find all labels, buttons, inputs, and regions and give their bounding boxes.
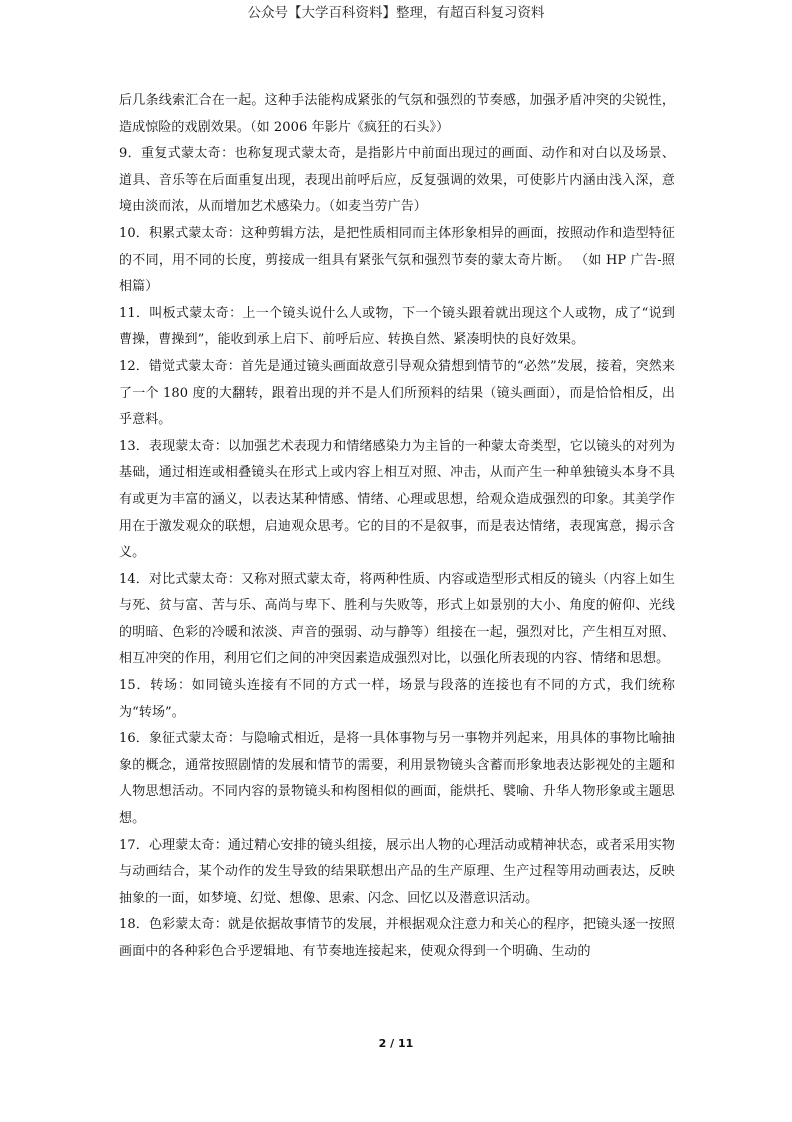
page-header: 公众号【大学百科资料】整理，有超百科复习资料	[247, 5, 545, 21]
paragraph-contrast-montage: 14．对比式蒙太奇：又称对照式蒙太奇，将两种性质、内容或造型形式相反的镜头（内容上如生与死、贫与富、苦与乐、高尚与卑下、胜利与失败等，形式上如景别的大小、角度的俯仰、光线的明暗、色彩的冷暖和浓淡、声音的强弱、动与静等）组接在一起，强烈对比，产生相互对照、相互冲突的作用，利用它们之间的冲突因素造成强烈对比，以强化所表现的内容、情绪和思想。	[119, 571, 675, 667]
paragraph-psychological-montage: 17．心理蒙太奇：通过精心安排的镜头组接，展示出人物的心理活动或精神状态，或者采用实物与动画结合，某个动作的发生导致的结果联想出产品的生产原理、生产过程等用动画表达，反映抽象的一面，如梦境、幻觉、想像、思索、闪念、回忆以及潜意识活动。	[119, 837, 675, 906]
paragraph-continued-parallel-montage: 后几条线索汇合在一起。这种手法能构成紧张的气氛和强烈的节奏感，加强矛盾冲突的尖锐性，造成惊险的戏剧效果。（如 2006 年影片《疯狂的石头》）	[119, 93, 675, 135]
paragraph-color-montage: 18．色彩蒙太奇：就是依据故事情节的发展，并根据观众注意力和关心的程序，把镜头逐一按照画面中的各种彩色合乎逻辑地、有节奏地连接起来，使观众得到一个明确、生动的	[119, 917, 675, 959]
paragraph-illusion-montage: 12．错觉式蒙太奇：首先是通过镜头画面故意引导观众猜想到情节的“必然”发展，接着，突然来了一个 180 度的大翻转，跟着出现的并不是人们所预料的结果（镜头画面），而是恰恰相反，出乎意料。	[119, 358, 675, 428]
document-body	[119, 88, 675, 966]
paragraph-cue-montage: 11．叫板式蒙太奇：上一个镜头说什么人或物，下一个镜头跟着就出现这个人或物，成了“说到曹操，曹操到”，能收到承上启下、前呼后应、转换自然、紧凑明快的良好效果。	[119, 305, 675, 348]
page-number: 2 / 11	[378, 1037, 414, 1050]
paragraph-accumulation-montage: 10．积累式蒙太奇：这种剪辑方法，是把性质相同而主体形象相异的画面，按照动作和造型特征的不同，用不同的长度，剪接成一组具有紧张气氛和强烈节奏的蒙太奇片断。 （如 HP 广告-照相篇）	[119, 225, 675, 295]
paragraph-expressive-montage: 13．表现蒙太奇：以加强艺术表现力和情绪感染力为主旨的一种蒙太奇类型，它以镜头的对列为基础，通过相连或相叠镜头在形式上或内容上相互对照、冲击，从而产生一种单独镜头本身不具有或更为丰富的涵义，以表达某种情感、情绪、心理或思想，给观众造成强烈的印象。其美学作用在于激发观众的联想，启迪观众思考。它的目的不是叙事，而是表达情绪，表现寓意，揭示含义。	[119, 438, 675, 561]
paragraph-symbolic-montage: 16．象征式蒙太奇：与隐喻式相近，是将一具体事物与另一事物并列起来，用具体的事物比喻抽象的概念，通常按照剧情的发展和情节的需要，利用景物镜头含蓄而形象地表达影视处的主题和人物思想活动。不同内容的景物镜头和构图相似的画面，能烘托、襞喻、升华人物形象或主题思想。	[119, 731, 675, 827]
paragraph-repetition-montage: 9．重复式蒙太奇：也称复现式蒙太奇，是指影片中前面出现过的画面、动作和对白以及场景、道具、音乐等在后面重复出现，表现出前呼后应，反复强调的效果，可使影片内涵由浅入深，意境由淡而浓，从而增加艺术感染力。（如麦当劳广告）	[119, 146, 675, 215]
paragraph-transition: 15．转场：如同镜头连接有不同的方式一样，场景与段落的连接也有不同的方式，我们统称为“转场”。	[119, 678, 675, 720]
